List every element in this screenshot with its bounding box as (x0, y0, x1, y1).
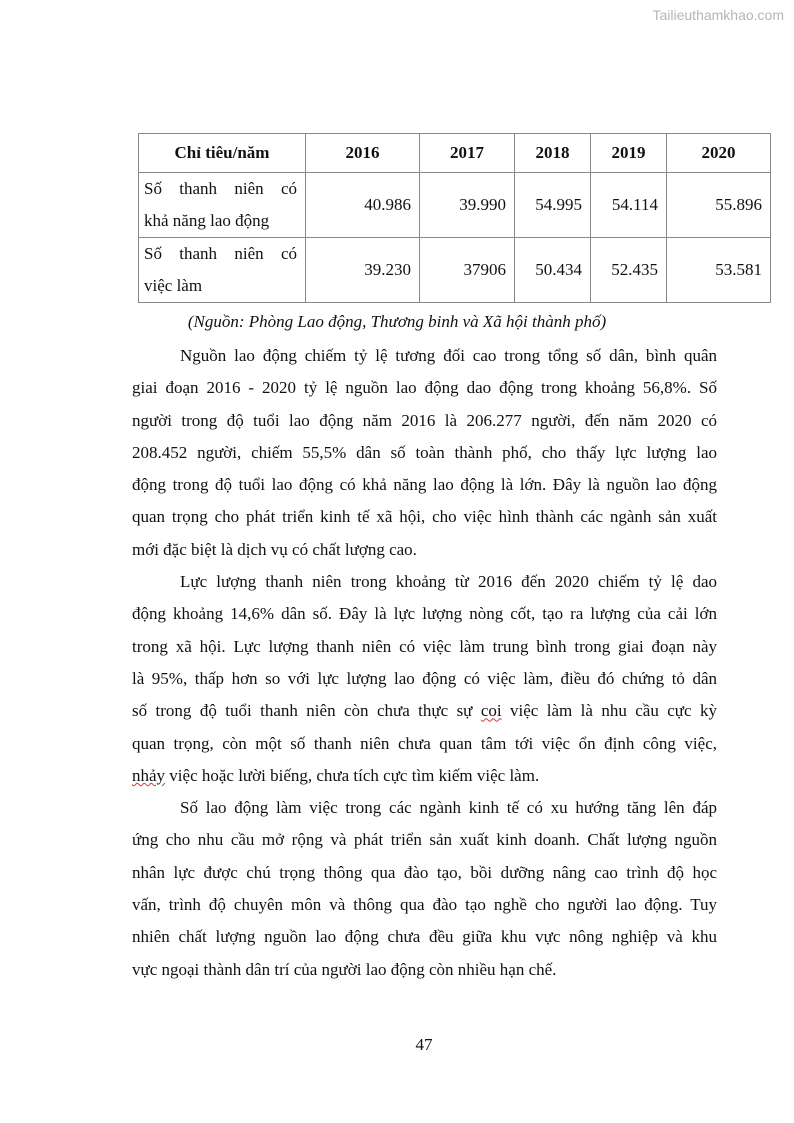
table-header: 2016 (306, 134, 420, 173)
paragraph-line: nhiên chất lượng nguồn lao động chưa đều giữa khu vực nông nghiệp và khu (132, 927, 717, 947)
row-label (139, 173, 306, 238)
row-label-line: Số thanh niên có (144, 179, 297, 198)
table-header: 2017 (420, 134, 515, 173)
page-number: 47 (415, 1035, 433, 1054)
table-row (139, 173, 771, 238)
row-label-line: việc làm (144, 276, 203, 295)
paragraph-line: ứng cho nhu cầu mở rộng và phát triển sản xuất kinh doanh. Chất lượng nguồn (132, 830, 717, 850)
table-source-caption: (Nguồn: Phòng Lao động, Thương binh và Xã hội thành phố) (187, 312, 607, 331)
paragraph-line: người trong độ tuổi lao động năm 2016 là 206.277 người, đến năm 2020 có (132, 410, 717, 430)
row-label (139, 238, 306, 303)
table-cell: 37906 (420, 238, 515, 303)
paragraph-line: động trong độ tuổi lao động có khả năng lao động là lớn. Đây là nguồn lao động (132, 475, 717, 495)
row-label-line: Số thanh niên có (144, 244, 297, 263)
paragraph-line: Nguồn lao động chiếm tỷ lệ tương đối cao trong tổng số dân, bình quân (180, 346, 717, 365)
table-header: Chỉ tiêu/năm (139, 134, 306, 173)
table-header: 2020 (667, 134, 771, 173)
table-cell: 50.434 (515, 238, 591, 303)
youth-labor-table (138, 133, 771, 303)
table-cell: 54.114 (591, 173, 667, 238)
table-cell: 39.230 (306, 238, 420, 303)
paragraph-line: vực ngoại thành dân trí của người lao động còn nhiều hạn chế. (132, 959, 557, 979)
paragraph-line: động khoảng 14,6% dân số. Đây là lực lượng nòng cốt, tạo ra lượng của cải lớn (132, 604, 717, 624)
table-header-row (139, 134, 771, 173)
table-header: 2018 (515, 134, 591, 173)
paragraph-line: nhảy việc hoặc lười biếng, chưa tích cực tìm kiếm việc làm. (132, 765, 540, 785)
paragraph-line: Số lao động làm việc trong các ngành kinh tế có xu hướng tăng lên đáp (180, 798, 717, 818)
table-cell: 40.986 (306, 173, 420, 238)
paragraph-line: là 95%, thấp hơn so với lực lượng lao động có việc làm, điều đó chứng tỏ dân (132, 668, 717, 688)
paragraph-line: nhân lực được chú trọng thông qua đào tạo, bồi dưỡng nâng cao trình độ học (132, 862, 717, 882)
paragraph-line: mới đặc biệt là dịch vụ có chất lượng cao. (132, 539, 417, 559)
paragraph-line: số trong độ tuổi thanh niên còn chưa thực sự coi việc làm là nhu cầu cực kỳ (132, 701, 717, 721)
table-cell: 39.990 (420, 173, 515, 238)
paragraph-line: quan trọng, còn một số thanh niên chưa quan tâm tới việc ổn định công việc, (132, 733, 717, 753)
paragraph-line: vấn, trình độ chuyên môn và thông qua đào tạo nghề cho người lao động. Tuy (132, 895, 717, 915)
paragraph-line: quan trọng cho phát triển kinh tế xã hội, cho việc hình thành các ngành sản xuất (132, 507, 717, 527)
table-row (139, 238, 771, 303)
paragraph (132, 566, 717, 792)
watermark: Tailieuthamkhao.com (652, 7, 784, 23)
table-cell: 53.581 (667, 238, 771, 303)
table-cell: 54.995 (515, 173, 591, 238)
row-label-line: khả năng lao động (144, 211, 270, 230)
paragraph-line: Lực lượng thanh niên trong khoảng từ 2016 đến 2020 chiếm tỷ lệ dao (180, 572, 717, 592)
body-text (132, 340, 717, 986)
table-cell: 55.896 (667, 173, 771, 238)
table-header: 2019 (591, 134, 667, 173)
paragraph (132, 340, 717, 566)
paragraph-line: 208.452 người, chiếm 55,5% dân số toàn thành phố, cho thấy lực lượng lao (132, 442, 717, 462)
paragraph-line: trong xã hội. Lực lượng thanh niên có việc làm trung bình trong giai đoạn này (132, 636, 717, 656)
paragraph (132, 792, 717, 986)
table-cell: 52.435 (591, 238, 667, 303)
paragraph-line: giai đoạn 2016 - 2020 tỷ lệ nguồn lao động dao động trong khoảng 56,8%. Số (132, 378, 717, 398)
